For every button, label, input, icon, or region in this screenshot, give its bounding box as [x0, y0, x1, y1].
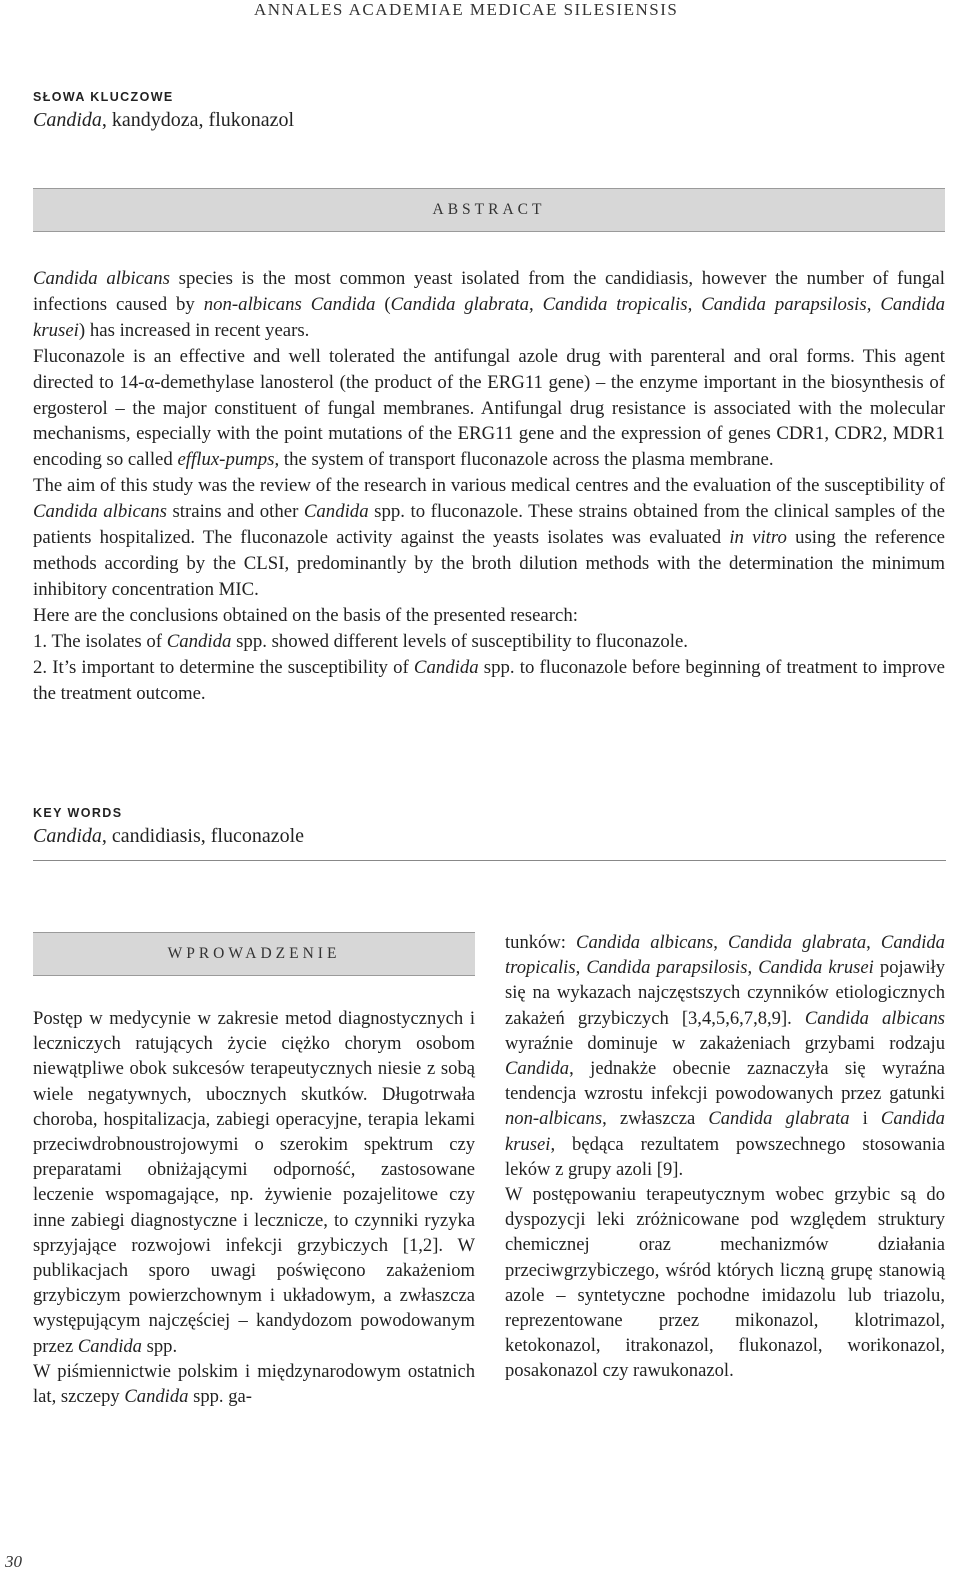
- text-run: species is the most common yeast isolated from the candidiasis, however the number of fungal infections caused by: [33, 268, 945, 315]
- text-run: ,: [575, 957, 587, 979]
- species-term: Candida tropicalis: [542, 293, 688, 315]
- text-run: ) has increased in recent years.: [78, 319, 310, 341]
- english-keywords: [33, 825, 304, 848]
- abstract-paragraph-1: [33, 266, 945, 344]
- introduction-left-column: [33, 1006, 475, 1409]
- polish-keywords-label: SŁOWA KLUCZOWE: [33, 90, 174, 104]
- keyword-term: Candida: [33, 825, 102, 847]
- text-run: spp. to fluconazole before beginning of treatment to improve the treatment outcome.: [33, 656, 945, 704]
- species-term: Candida glabrata: [727, 932, 867, 953]
- text-run: The aim of this study was the review of the research in various medical centres and the evaluation of the susceptibility of: [33, 475, 945, 497]
- abstract-conclusion-2: [33, 655, 945, 707]
- abstract-paragraph-3: [33, 473, 945, 603]
- introduction-paragraph-4: W postępowaniu terapeutycznym wobec grzybic są do dyspozycji leki zróżnicowane pod względem struktury chemicznej oraz mechanizmów działania przeciwgrzybiczego, wśród których liczną grupę stanowią azole – syntetyczne pochodne imidazolu lub triazolu, reprezentowane przez mikonazol, klotrimazol, ketokonazol, itrakonazol, flukonazol, worikonazol, posakonazol czy rawukonazol.: [505, 1184, 945, 1382]
- text-run: , będąca rezultatem powszechnego stosowania leków z grupy azoli [9].: [505, 1133, 945, 1180]
- species-term: Candida glabrata: [390, 293, 529, 315]
- text-run: , the system of transport fluconazole across the plasma membrane.: [274, 449, 774, 471]
- text-run: W piśmiennictwie polskim i międzynarodowym ostatnich lat, szczepy: [33, 1360, 475, 1408]
- abstract-paragraph-4: Here are the conclusions obtained on the basis of the presented research:: [33, 604, 578, 626]
- text-run: pojawiły się na wykazach najczęstszych czynników etiologicznych zakażeń grzybiczych [3,4,5,6,7,8,9].: [505, 957, 946, 1029]
- text-run: spp. showed different levels of susceptibility to fluconazole.: [231, 630, 688, 652]
- text-run: using the reference methods according by the CLSI, predominantly by the broth dilution methods with the determination the minimum inhibitory concentration MIC.: [33, 527, 945, 600]
- text-run: tunków:: [505, 932, 577, 953]
- species-term: Candida: [166, 630, 232, 652]
- species-term: non-albicans Candida: [203, 293, 376, 315]
- species-term: Candida tropicalis: [505, 932, 945, 979]
- abstract-conclusion-1: [33, 629, 945, 655]
- text-run: 1. The isolates of: [33, 630, 167, 652]
- keyword-list: , candidiasis, fluconazole: [101, 825, 305, 847]
- italic-term: in vitro: [729, 527, 787, 549]
- species-term: Candida: [413, 656, 479, 678]
- species-term: Candida krusei: [758, 957, 874, 979]
- species-term: Candida: [77, 1335, 142, 1357]
- text-run: ,: [866, 293, 881, 315]
- species-term: Candida: [124, 1386, 189, 1408]
- text-run: (: [375, 293, 391, 315]
- text-run: spp.: [141, 1335, 178, 1357]
- introduction-paragraph-1: [33, 1006, 475, 1359]
- introduction-right-column: [505, 930, 945, 1384]
- text-run: i: [849, 1108, 881, 1130]
- introduction-paragraph-3: [505, 930, 945, 1182]
- species-term: Candida krusei: [505, 1108, 945, 1155]
- species-term: Candida: [303, 501, 369, 523]
- english-keywords-label: KEY WORDS: [33, 806, 123, 820]
- text-run: spp. ga-: [188, 1386, 252, 1408]
- keyword-list: , kandydoza, flukonazol: [101, 109, 295, 131]
- species-term: Candida parapsilosis: [701, 293, 867, 315]
- page-number: 30: [5, 1552, 22, 1571]
- text-run: ,: [713, 932, 728, 953]
- polish-keywords: [33, 109, 294, 132]
- species-term: Candida krusei: [33, 293, 946, 341]
- introduction-heading: WPROWADZENIE: [33, 932, 475, 976]
- text-run: ,: [529, 293, 543, 315]
- text-run: ,: [866, 932, 881, 953]
- text-run: Fluconazole is an effective and well tolerated the antifungal azole drug with parenteral and oral forms. This agent directed to 14-α-demethylase lanosterol (the product of the ERG11 gene) – the enzyme important in the biosynthesis of ergosterol – the major constituent of fungal membranes. Antifungal drug resistance is associated with the molecular mechanisms, especially with the point mutations of the ERG11 gene and the expression of genes CDR1, CDR2, MDR1 encoding so called: [33, 345, 945, 471]
- abstract-body: [33, 266, 945, 706]
- species-term: Candida albicans: [33, 501, 167, 523]
- text-run: ,: [687, 293, 702, 315]
- species-term: Candida albicans: [804, 1007, 945, 1029]
- text-run: Postęp w medycynie w zakresie metod diagnostycznych i leczniczych ratujących życie ciężko chorym osobom niewątpliwe obok sukcesów terapeutycznych niesie z sobą wiele negatywnych, ubocznych skutków. Długotrwała choroba, hospitalizacja, zabiegi operacyjne, terapia lekami przeciwdrobnoustrojowymi o szerokim spektrum czy preparatami obniżającymi odporność, zastosowane leczenie wspomagające, np. żywienie pozajelitowe czy inne zabiegi diagnostyczne i lecznicze, to czynniki ryzyka sprzyjające rozwojowi infekcji grzybiczych [1,2]. W publikacjach sporo uwagi poświęcono zakażeniom grzybiczym powierzchownym i układowym, a zwłaszcza występującym najczęściej – kandydozom powodowanym przez: [33, 1008, 475, 1357]
- keyword-term: Candida: [33, 109, 102, 131]
- text-run: 2. It’s important to determine the susceptibility of: [33, 656, 414, 678]
- species-term: Candida glabrata: [708, 1108, 850, 1130]
- text-run: wyraźnie dominuje w zakażeniach grzybami rodzaju: [505, 1032, 945, 1054]
- section-divider: [33, 860, 946, 861]
- text-run: , jednakże obecnie zaznaczyła się wyraźna tendencja wzrostu infekcji powodowanych przez gatunki: [505, 1058, 945, 1105]
- abstract-paragraph-2: [33, 344, 945, 474]
- species-term: Candida parapsilosis: [586, 957, 748, 979]
- italic-term: efflux-pumps: [177, 449, 275, 471]
- species-term: Candida albicans: [33, 268, 170, 289]
- running-head: ANNALES ACADEMIAE MEDICAE SILESIENSIS: [254, 0, 679, 19]
- text-run: strains and other: [166, 501, 304, 523]
- text-run: spp. to fluconazole. These strains obtained from the clinical samples of the patients hospitalized. The fluconazole activity against the yeasts isolates was evaluated: [33, 501, 945, 549]
- text-run: , zwłaszcza: [602, 1108, 709, 1130]
- introduction-paragraph-2: [33, 1359, 475, 1409]
- text-run: ,: [747, 957, 759, 979]
- abstract-heading: ABSTRACT: [33, 188, 945, 232]
- species-term: Candida: [505, 1058, 570, 1080]
- species-term: non-albicans: [505, 1108, 603, 1130]
- species-term: Candida albicans: [576, 932, 714, 953]
